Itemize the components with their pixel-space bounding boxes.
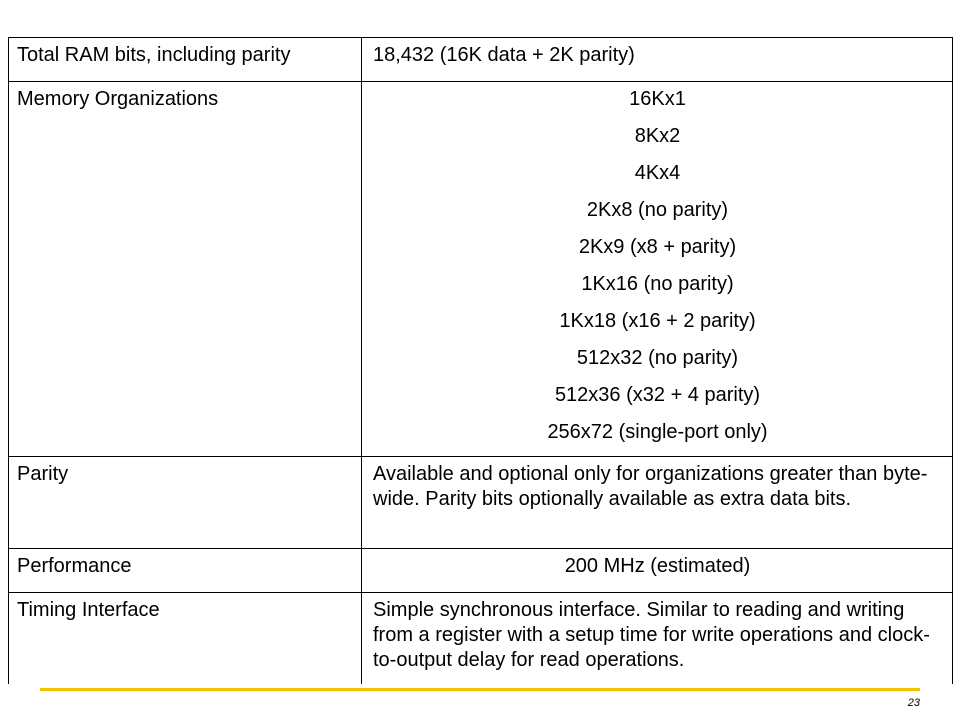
value-timing-interface: Simple synchronous interface. Similar to reading and writing from a register with a setup time for write operations and clock-to-output delay for read operations.: [362, 593, 953, 685]
table-row-total-ram: [9, 38, 953, 82]
value-parity: Available and optional only for organizations greater than byte-wide. Parity bits optionally available as extra data bits.: [362, 457, 953, 549]
list-item: 4Kx4: [634, 162, 681, 184]
label-total-ram: Total RAM bits, including parity: [9, 38, 362, 82]
list-item: 2Kx9 (x8 + parity): [578, 236, 737, 258]
value-memory-organizations: [362, 82, 953, 457]
list-item: 512x32 (no parity): [576, 347, 739, 369]
table-row-memory-organizations: [9, 82, 953, 457]
list-item: 512x36 (x32 + 4 parity): [554, 384, 761, 406]
list-item: 16Kx1: [629, 88, 686, 110]
value-performance: 200 MHz (estimated): [362, 549, 953, 593]
table-row-timing-interface: [9, 593, 953, 685]
value-total-ram: 18,432 (16K data + 2K parity): [362, 38, 953, 82]
table-row-performance: [9, 549, 953, 593]
page-number: 23: [907, 697, 920, 709]
label-memory-organizations: Memory Organizations: [9, 82, 362, 457]
list-item: 2Kx8 (no parity): [586, 199, 729, 221]
list-item: 256x72 (single-port only): [547, 421, 768, 443]
table-row-parity: [9, 457, 953, 549]
organization-list: [373, 87, 942, 446]
label-parity: Parity: [9, 457, 362, 549]
label-performance: Performance: [9, 549, 362, 593]
spec-table: [8, 37, 953, 684]
label-timing-interface: Timing Interface: [9, 593, 362, 685]
footer-divider: [40, 688, 920, 691]
list-item: 1Kx18 (x16 + 2 parity): [559, 310, 756, 332]
list-item: 1Kx16 (no parity): [581, 273, 734, 295]
list-item: 8Kx2: [634, 125, 681, 147]
